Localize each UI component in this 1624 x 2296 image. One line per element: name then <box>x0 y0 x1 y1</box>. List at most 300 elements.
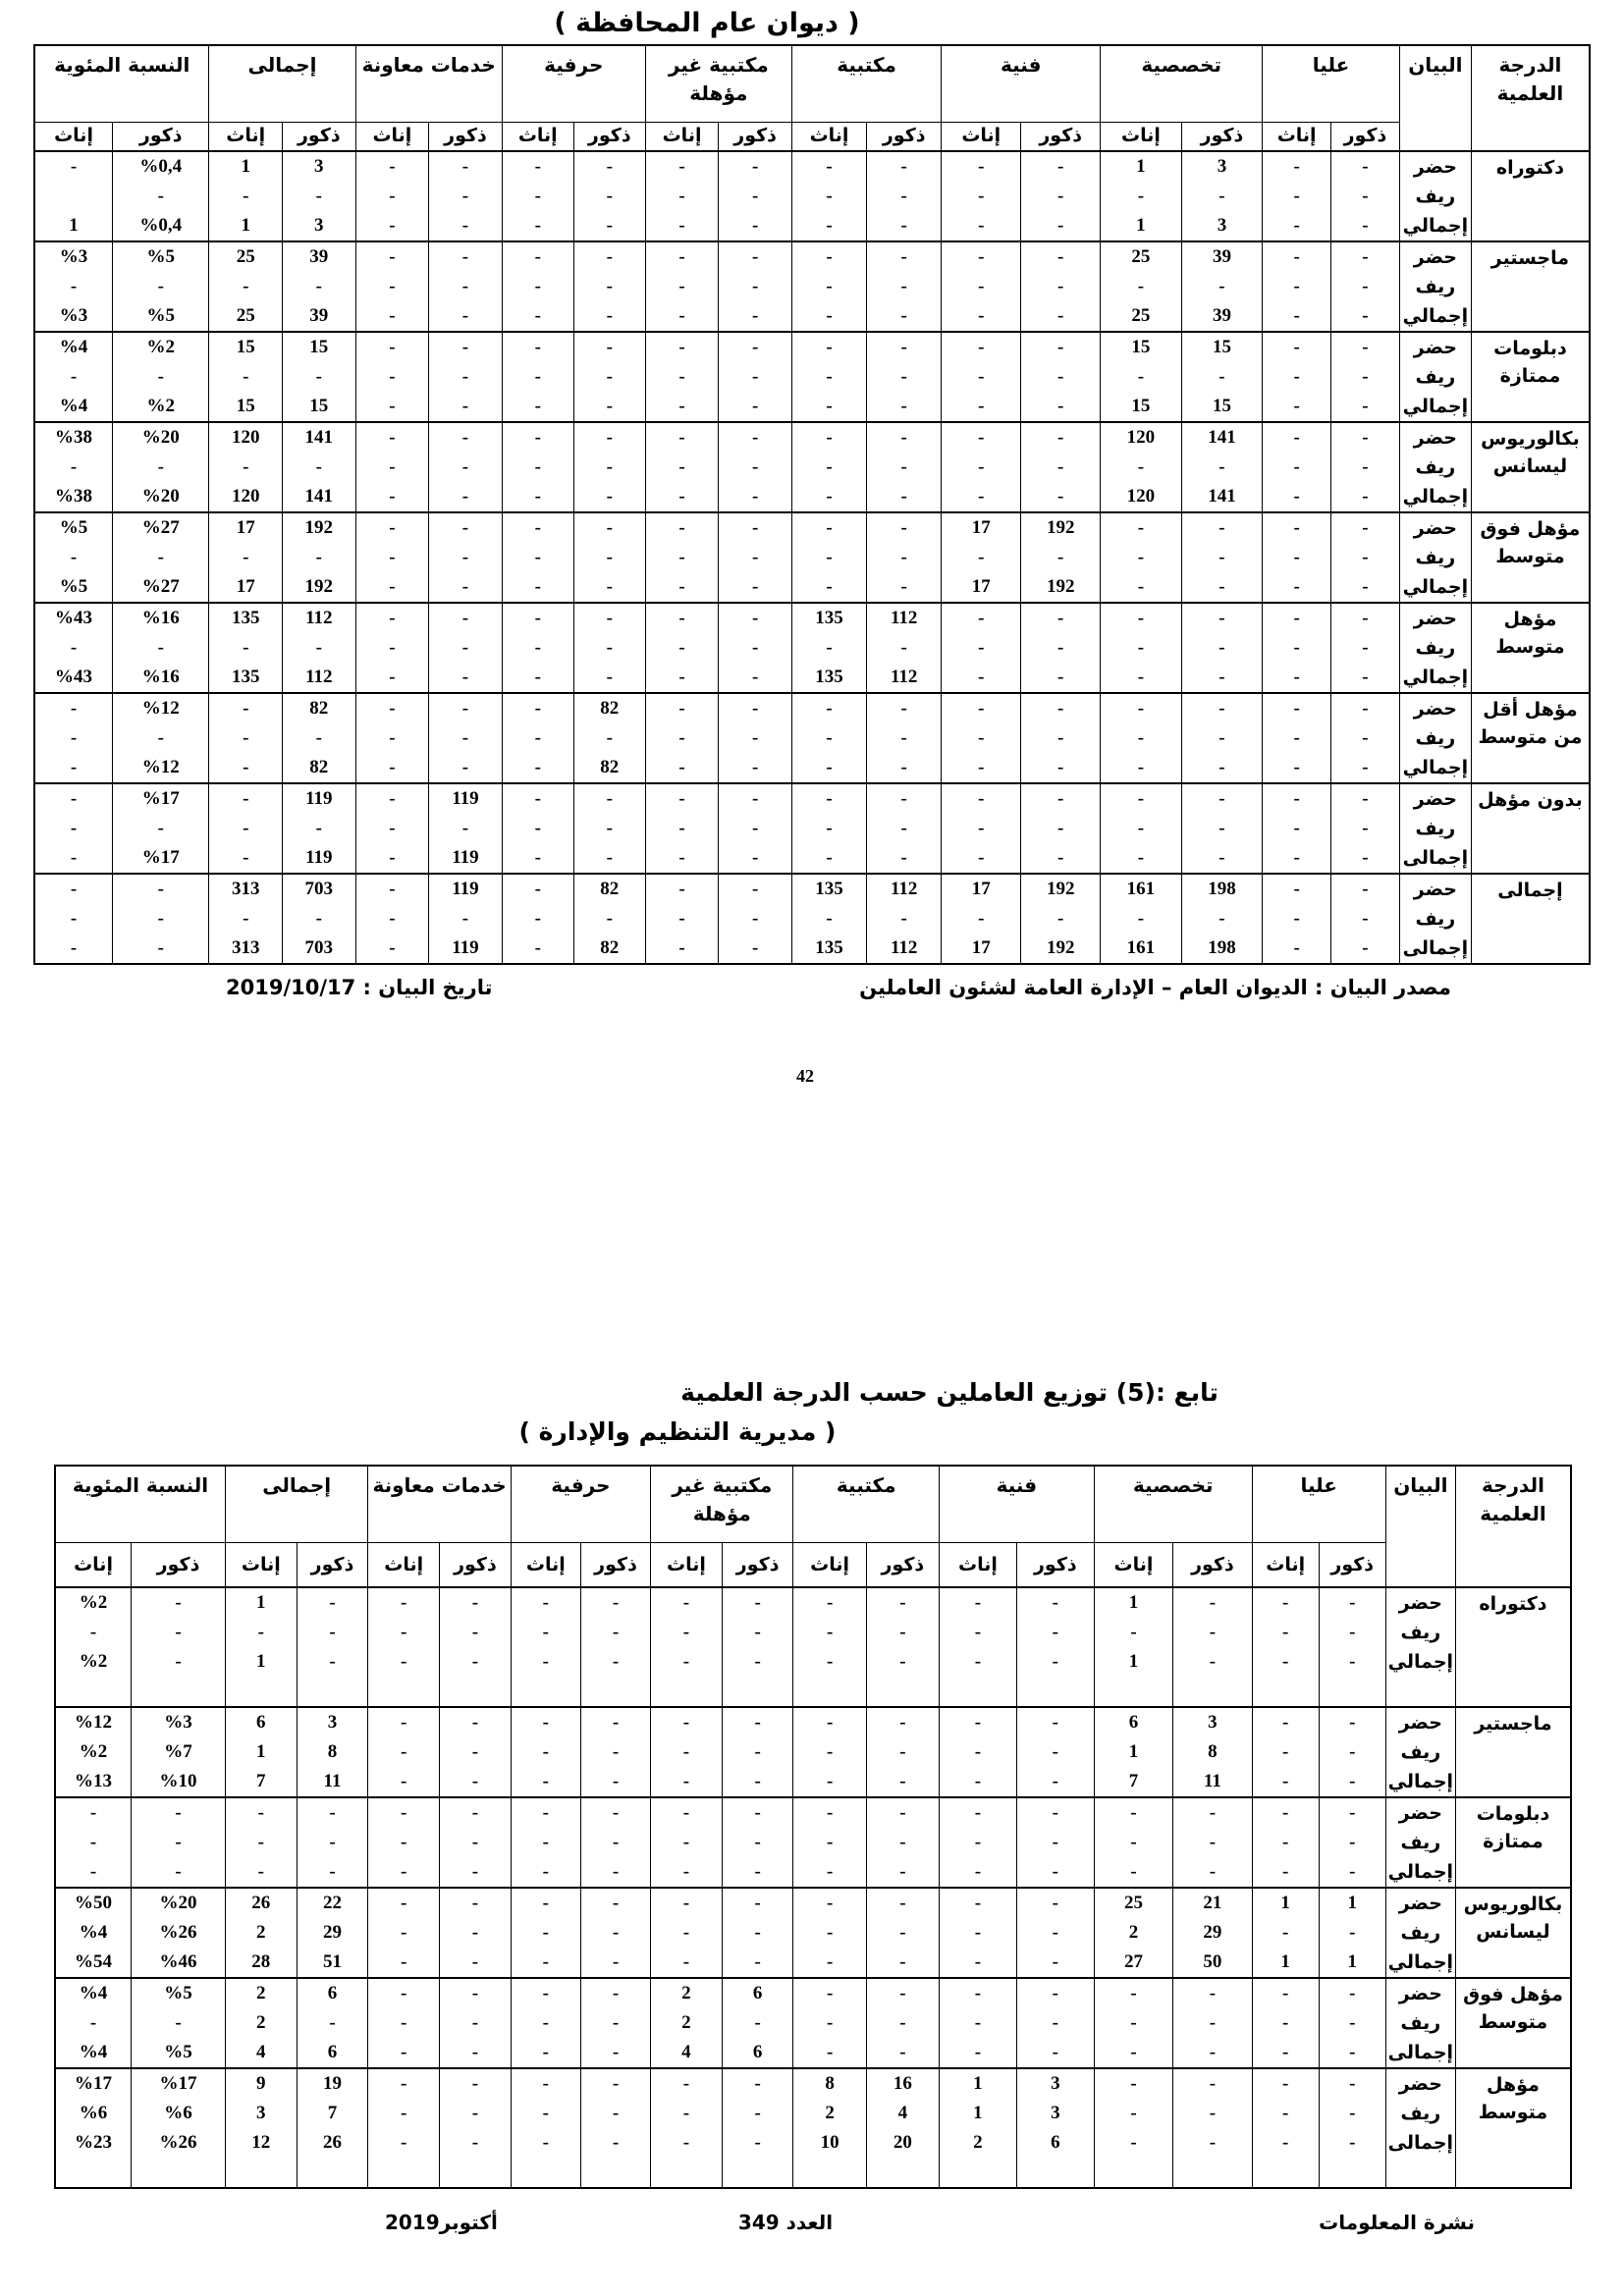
data-cell: - <box>502 362 573 392</box>
data-cell: 1 <box>225 1737 297 1767</box>
bayan-cell: إجمالي <box>1399 392 1471 422</box>
data-cell: - <box>580 1587 650 1618</box>
data-cell: - <box>1263 633 1331 663</box>
col-header-female-8: إناث <box>34 123 113 152</box>
data-cell: - <box>1263 422 1331 453</box>
data-cell: 10 <box>793 2128 866 2158</box>
data-cell: - <box>1016 1797 1094 1828</box>
data-cell: 29 <box>1173 1918 1252 1948</box>
data-cell: - <box>866 1737 939 1767</box>
data-cell: - <box>722 1888 793 1918</box>
data-cell: - <box>225 1828 297 1857</box>
data-cell: - <box>1263 814 1331 843</box>
col-header-female-0: إناث <box>1252 1543 1319 1588</box>
data-cell: - <box>1319 1587 1385 1618</box>
data-cell: - <box>645 241 719 272</box>
data-cell: - <box>1331 753 1400 783</box>
data-cell: - <box>511 2038 580 2068</box>
data-cell: - <box>283 723 356 753</box>
data-cell: - <box>1016 1647 1094 1677</box>
data-cell: 119 <box>283 783 356 814</box>
data-cell: 119 <box>429 874 503 904</box>
data-cell: - <box>791 362 866 392</box>
data-cell: - <box>440 1857 512 1888</box>
data-cell: - <box>1021 603 1101 633</box>
footer-bulletin-name: نشرة المعلومات <box>1319 2211 1475 2234</box>
header-row-gender <box>55 1543 1571 1588</box>
data-cell: - <box>651 1647 723 1677</box>
data-cell: - <box>651 1888 723 1918</box>
data-cell: - <box>34 453 113 482</box>
bayan-cell: إجمالى <box>1385 2038 1455 2068</box>
data-cell: 17 <box>942 934 1021 964</box>
data-cell: %4 <box>34 392 113 422</box>
data-cell: - <box>1181 453 1263 482</box>
bayan-cell: إجمالي <box>1399 211 1471 241</box>
table-row <box>55 1857 1571 1888</box>
data-cell: - <box>1181 633 1263 663</box>
data-cell: - <box>651 1828 723 1857</box>
data-cell: - <box>1331 151 1400 182</box>
data-cell: - <box>1021 543 1101 572</box>
data-cell: - <box>429 422 503 453</box>
data-cell: - <box>722 1948 793 1978</box>
data-cell <box>580 1677 650 1707</box>
data-cell: - <box>1016 2008 1094 2038</box>
data-cell: - <box>645 543 719 572</box>
data-cell <box>368 2158 440 2188</box>
bayan-cell: حضر <box>1399 603 1471 633</box>
data-cell: 1 <box>225 1587 297 1618</box>
data-cell: - <box>368 1888 440 1918</box>
data-cell: - <box>1263 843 1331 874</box>
data-cell: - <box>502 151 573 182</box>
data-cell: - <box>719 151 792 182</box>
data-cell: - <box>429 453 503 482</box>
data-cell: - <box>1331 211 1400 241</box>
data-cell: - <box>1252 1978 1319 2008</box>
data-cell: - <box>1319 2068 1385 2099</box>
data-cell: %5 <box>113 301 209 332</box>
data-cell: - <box>1173 1647 1252 1677</box>
data-cell: - <box>573 392 645 422</box>
data-cell: - <box>368 2038 440 2068</box>
data-cell: - <box>440 2099 512 2128</box>
data-cell: - <box>1263 211 1331 241</box>
data-cell <box>55 2158 132 2188</box>
bayan-cell: ريف <box>1399 182 1471 211</box>
data-cell: 39 <box>283 241 356 272</box>
data-cell: - <box>1021 633 1101 663</box>
data-cell: - <box>939 1948 1016 1978</box>
data-cell: - <box>511 1828 580 1857</box>
data-cell: %2 <box>55 1737 132 1767</box>
data-cell: - <box>113 543 209 572</box>
data-cell: - <box>793 1618 866 1647</box>
data-cell: - <box>1331 693 1400 723</box>
data-cell: - <box>502 543 573 572</box>
data-cell: - <box>1252 1797 1319 1828</box>
data-cell: - <box>1252 1857 1319 1888</box>
data-cell: - <box>429 362 503 392</box>
data-cell: 1 <box>1319 1948 1385 1978</box>
data-cell: - <box>511 2128 580 2158</box>
data-cell: 135 <box>791 603 866 633</box>
data-cell: %4 <box>55 1918 132 1948</box>
data-cell: 17 <box>209 512 283 543</box>
bayan-cell: إجمالي <box>1385 1857 1455 1888</box>
data-cell <box>132 1677 226 1707</box>
data-cell: - <box>651 2128 723 2158</box>
data-cell: - <box>939 1828 1016 1857</box>
data-cell: - <box>355 633 429 663</box>
col-header-female-4: إناث <box>645 123 719 152</box>
data-cell: - <box>1173 2008 1252 2038</box>
data-cell: 8 <box>297 1737 368 1767</box>
data-cell: 1 <box>1101 151 1182 182</box>
data-cell: - <box>719 211 792 241</box>
data-cell: - <box>355 663 429 693</box>
col-header-group-3: مكتبية <box>791 45 941 123</box>
table-row <box>34 512 1590 543</box>
bayan-cell: ريف <box>1399 543 1471 572</box>
data-cell: - <box>355 151 429 182</box>
data-cell: - <box>1101 543 1182 572</box>
data-cell: - <box>719 783 792 814</box>
data-cell: - <box>1021 182 1101 211</box>
data-cell: %20 <box>132 1888 226 1918</box>
data-cell: - <box>511 1797 580 1828</box>
data-cell: - <box>580 1828 650 1857</box>
data-cell: - <box>1101 693 1182 723</box>
table-row <box>55 1918 1571 1948</box>
data-cell: - <box>1016 1857 1094 1888</box>
data-cell: - <box>1319 1618 1385 1647</box>
col-header-group-8: النسبة المئوية <box>55 1466 225 1543</box>
data-cell: - <box>368 1587 440 1618</box>
data-cell: - <box>113 182 209 211</box>
data-cell: - <box>1094 2068 1172 2099</box>
data-cell: - <box>866 1707 939 1737</box>
data-cell: - <box>355 843 429 874</box>
data-cell: - <box>113 814 209 843</box>
data-cell: - <box>429 241 503 272</box>
data-cell: 26 <box>297 2128 368 2158</box>
data-cell: %12 <box>113 753 209 783</box>
col-header-group-6: خدمات معاونة <box>355 45 502 123</box>
data-cell: - <box>793 1857 866 1888</box>
col-header-bayan: البيان <box>1399 45 1471 151</box>
data-cell: - <box>645 633 719 663</box>
col-header-male-7: ذكور <box>297 1543 368 1588</box>
data-cell: - <box>573 272 645 301</box>
top-table-notes <box>0 976 1624 1009</box>
data-cell: - <box>297 2008 368 2038</box>
data-cell: - <box>297 1797 368 1828</box>
data-cell: - <box>1101 603 1182 633</box>
data-cell: - <box>502 572 573 603</box>
col-header-female-7: إناث <box>225 1543 297 1588</box>
data-cell: - <box>573 543 645 572</box>
data-cell: - <box>867 272 942 301</box>
data-cell <box>55 1677 132 1707</box>
data-cell: 11 <box>1173 1767 1252 1797</box>
table-row <box>34 814 1590 843</box>
data-cell: - <box>1331 453 1400 482</box>
data-cell: %10 <box>132 1767 226 1797</box>
data-cell: - <box>1181 693 1263 723</box>
degree-cell: مؤهل فوق متوسط <box>1455 1978 1571 2068</box>
data-cell: - <box>1319 1737 1385 1767</box>
data-cell: - <box>429 301 503 332</box>
data-cell: - <box>1331 272 1400 301</box>
data-cell: %17 <box>55 2068 132 2099</box>
data-cell: - <box>355 693 429 723</box>
data-cell: - <box>368 2128 440 2158</box>
data-cell: - <box>866 1647 939 1677</box>
data-cell: %3 <box>34 241 113 272</box>
data-cell: - <box>1021 482 1101 512</box>
data-cell: - <box>573 904 645 934</box>
data-cell: - <box>942 422 1021 453</box>
data-cell: - <box>1181 272 1263 301</box>
data-cell: - <box>645 211 719 241</box>
data-cell: - <box>209 543 283 572</box>
data-cell: - <box>1181 723 1263 753</box>
data-cell: - <box>355 332 429 362</box>
data-cell: - <box>573 843 645 874</box>
data-cell: - <box>645 512 719 543</box>
data-cell: - <box>1319 2008 1385 2038</box>
col-header-bayan: البيان <box>1385 1466 1455 1587</box>
data-cell: 112 <box>867 603 942 633</box>
data-cell: - <box>791 543 866 572</box>
data-cell: - <box>651 1918 723 1948</box>
data-cell: - <box>283 543 356 572</box>
data-cell: - <box>791 182 866 211</box>
data-cell: - <box>719 543 792 572</box>
data-cell: 8 <box>1173 1737 1252 1767</box>
data-cell: 25 <box>209 301 283 332</box>
data-cell: - <box>34 814 113 843</box>
data-cell: - <box>511 1737 580 1767</box>
data-cell: 3 <box>1181 151 1263 182</box>
data-cell: - <box>942 693 1021 723</box>
data-cell: 16 <box>866 2068 939 2099</box>
data-cell <box>1319 1677 1385 1707</box>
data-cell: - <box>113 272 209 301</box>
data-cell: - <box>1016 1767 1094 1797</box>
data-cell: 50 <box>1173 1948 1252 1978</box>
data-cell: - <box>34 633 113 663</box>
data-cell <box>793 1677 866 1707</box>
data-cell: - <box>1252 1647 1319 1677</box>
data-cell: - <box>55 1828 132 1857</box>
data-cell: 2 <box>651 1978 723 2008</box>
data-cell: %26 <box>132 2128 226 2158</box>
data-cell: - <box>1319 2099 1385 2128</box>
data-cell: - <box>34 151 113 182</box>
data-cell <box>511 1677 580 1707</box>
data-cell: - <box>502 603 573 633</box>
bayan-cell: إجمالي <box>1399 572 1471 603</box>
data-cell: - <box>1181 362 1263 392</box>
data-cell: - <box>1319 1707 1385 1737</box>
data-cell: - <box>580 1647 650 1677</box>
data-cell <box>297 2158 368 2188</box>
data-cell: - <box>722 1797 793 1828</box>
data-cell: %54 <box>55 1948 132 1978</box>
data-cell: - <box>1263 241 1331 272</box>
data-cell: - <box>645 874 719 904</box>
data-cell: 120 <box>209 422 283 453</box>
data-cell: - <box>1173 2099 1252 2128</box>
data-cell: - <box>939 1888 1016 1918</box>
bayan-cell: ريف <box>1385 2099 1455 2128</box>
data-cell: - <box>297 1828 368 1857</box>
col-header-male-7: ذكور <box>283 123 356 152</box>
data-cell: - <box>209 723 283 753</box>
data-cell: 6 <box>297 2038 368 2068</box>
data-cell: - <box>645 422 719 453</box>
data-cell <box>722 2158 793 2188</box>
data-cell <box>440 1677 512 1707</box>
data-cell: - <box>1016 1888 1094 1918</box>
data-cell: - <box>722 2099 793 2128</box>
table-row <box>34 603 1590 633</box>
data-cell: - <box>645 182 719 211</box>
data-cell: - <box>939 1647 1016 1677</box>
data-cell: - <box>580 1797 650 1828</box>
data-cell: - <box>1173 1618 1252 1647</box>
data-cell: - <box>502 211 573 241</box>
data-cell: - <box>791 814 866 843</box>
data-cell: - <box>1181 572 1263 603</box>
data-cell: 1 <box>1101 211 1182 241</box>
data-cell: - <box>942 723 1021 753</box>
data-cell: - <box>942 843 1021 874</box>
data-cell: 1 <box>939 2099 1016 2128</box>
data-cell: 39 <box>283 301 356 332</box>
table-row <box>34 332 1590 362</box>
data-cell: 82 <box>573 693 645 723</box>
data-cell: 6 <box>297 1978 368 2008</box>
data-cell: - <box>502 301 573 332</box>
data-cell: 2 <box>1094 1918 1172 1948</box>
date-note: تاريخ البيان : 2019/10/17 <box>226 976 493 999</box>
data-cell: - <box>645 693 719 723</box>
data-cell: - <box>651 1737 723 1767</box>
data-cell: - <box>791 301 866 332</box>
data-cell: 15 <box>1181 332 1263 362</box>
data-cell: - <box>34 723 113 753</box>
data-cell: 313 <box>209 874 283 904</box>
data-cell: 120 <box>1101 422 1182 453</box>
bayan-cell: إجمالي <box>1399 301 1471 332</box>
data-cell: - <box>1101 753 1182 783</box>
data-cell: - <box>1181 512 1263 543</box>
data-cell: 6 <box>225 1707 297 1737</box>
data-cell: - <box>1181 843 1263 874</box>
data-cell <box>368 1677 440 1707</box>
data-cell: %26 <box>132 1918 226 1948</box>
data-cell: - <box>1021 843 1101 874</box>
data-cell: - <box>355 482 429 512</box>
data-cell: - <box>1263 723 1331 753</box>
data-cell: - <box>113 723 209 753</box>
data-cell: %4 <box>34 332 113 362</box>
data-cell: - <box>645 603 719 633</box>
bayan-cell: إجمالي <box>1385 1767 1455 1797</box>
data-cell: - <box>1101 182 1182 211</box>
table-row <box>55 2008 1571 2038</box>
data-cell: - <box>34 934 113 964</box>
data-cell <box>297 1677 368 1707</box>
data-cell: - <box>1263 362 1331 392</box>
data-cell: - <box>722 2128 793 2158</box>
data-cell: - <box>867 543 942 572</box>
data-cell: - <box>939 1797 1016 1828</box>
data-cell: - <box>1263 301 1331 332</box>
data-cell: - <box>722 1618 793 1647</box>
data-cell: - <box>1094 2128 1172 2158</box>
data-cell: - <box>867 211 942 241</box>
data-cell: - <box>1173 1978 1252 2008</box>
col-header-female-6: إناث <box>355 123 429 152</box>
data-cell: - <box>1252 1737 1319 1767</box>
data-cell: 6 <box>1094 1707 1172 1737</box>
data-cell: - <box>1252 1767 1319 1797</box>
data-cell: %5 <box>132 1978 226 2008</box>
data-cell: - <box>866 2008 939 2038</box>
data-cell: - <box>867 753 942 783</box>
data-cell: - <box>225 1857 297 1888</box>
data-cell: - <box>1331 241 1400 272</box>
data-cell: - <box>573 512 645 543</box>
data-cell: - <box>722 1707 793 1737</box>
table-row <box>55 1647 1571 1677</box>
col-header-group-2: فنية <box>939 1466 1094 1543</box>
data-cell: - <box>1263 693 1331 723</box>
data-cell: - <box>1319 1767 1385 1797</box>
bayan-cell: ريف <box>1385 2008 1455 2038</box>
data-cell: - <box>645 301 719 332</box>
data-cell: - <box>580 2038 650 2068</box>
data-cell: 703 <box>283 874 356 904</box>
data-cell: - <box>1101 453 1182 482</box>
data-cell: - <box>719 482 792 512</box>
data-cell <box>440 2158 512 2188</box>
data-cell: - <box>440 1978 512 2008</box>
bayan-cell: حضر <box>1399 332 1471 362</box>
data-cell: - <box>793 1888 866 1918</box>
data-cell: - <box>1331 874 1400 904</box>
data-cell: - <box>719 272 792 301</box>
table-row <box>55 2068 1571 2099</box>
data-cell: - <box>719 512 792 543</box>
data-cell: 11 <box>297 1767 368 1797</box>
data-cell: - <box>645 723 719 753</box>
footer-issue-date: أكتوبر2019 <box>385 2211 498 2234</box>
data-cell: - <box>942 753 1021 783</box>
data-cell: 198 <box>1181 934 1263 964</box>
data-cell: 3 <box>1181 211 1263 241</box>
data-cell: - <box>429 904 503 934</box>
data-cell: - <box>793 1737 866 1767</box>
data-cell: - <box>719 633 792 663</box>
degree-cell: دكتوراه <box>1455 1587 1571 1707</box>
data-cell: 112 <box>283 663 356 693</box>
